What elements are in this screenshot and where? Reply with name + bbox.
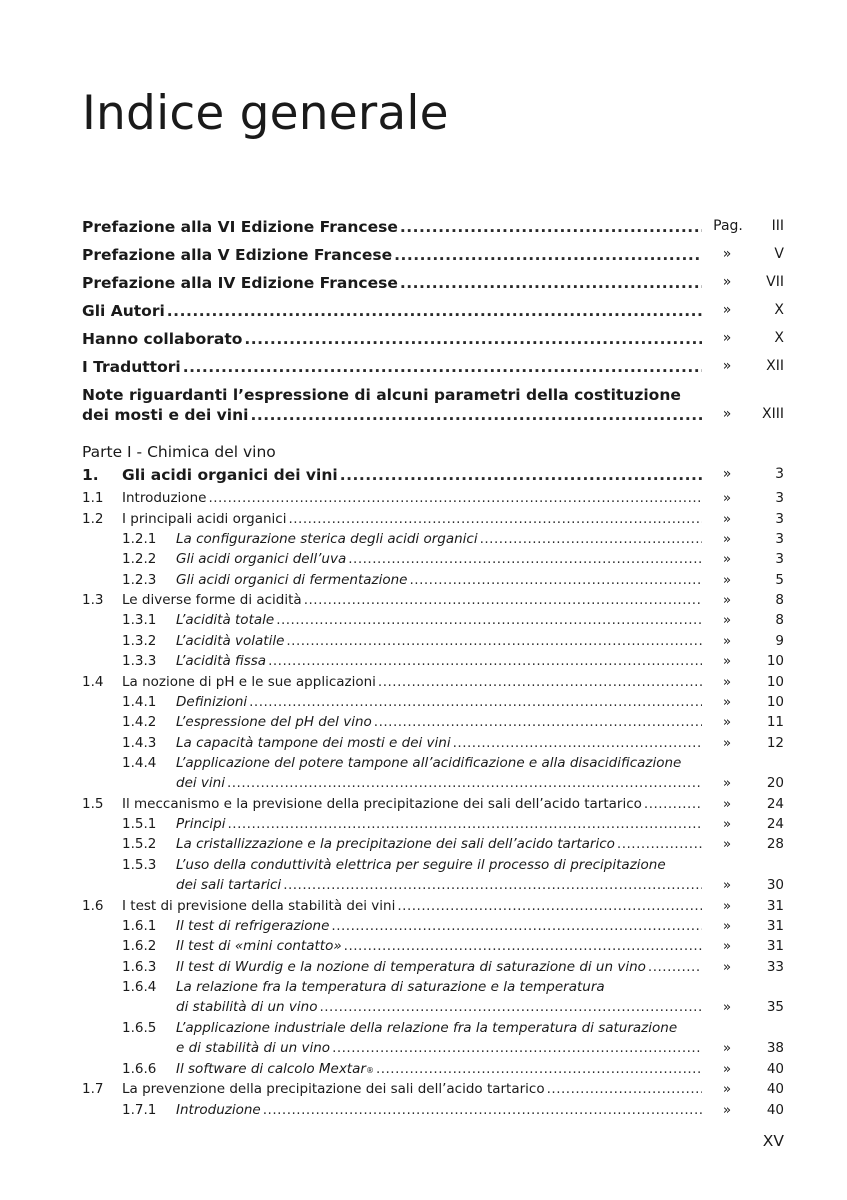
- page-prefix: »: [722, 592, 732, 608]
- entry-number: 1.2.1: [122, 531, 157, 547]
- page-prefix: »: [722, 1040, 732, 1056]
- entry-number: 1.7: [82, 1081, 104, 1097]
- entry-number: 1.6: [82, 898, 104, 914]
- entry-title: di stabilità di un vino: [176, 999, 318, 1015]
- entry-number: 1.6.6: [122, 1061, 157, 1077]
- page-ref: 35: [766, 999, 784, 1015]
- entry-title: Gli acidi organici dei vini: [122, 466, 338, 484]
- toc-entry: [0, 612, 847, 632]
- entry-number: 1.4.4: [122, 755, 157, 771]
- dot-leader: [304, 592, 702, 608]
- toc-entry: [0, 816, 847, 836]
- page-prefix: »: [722, 330, 732, 346]
- page-prefix: »: [722, 302, 732, 318]
- page-prefix: »: [722, 406, 732, 422]
- toc-entry: [0, 218, 847, 238]
- page-prefix: »: [722, 836, 732, 852]
- dot-leader: [378, 674, 702, 690]
- page-ref: 3: [775, 531, 784, 547]
- dot-leader: [286, 633, 702, 649]
- entry-title: Gli acidi organici di fermentazione: [176, 572, 408, 588]
- page-prefix: »: [722, 1081, 732, 1097]
- toc-entry: [0, 979, 847, 1015]
- toc-entry: [0, 938, 847, 958]
- toc-entry: [0, 653, 847, 673]
- toc-entry: [0, 1061, 847, 1081]
- dot-leader: [648, 959, 702, 975]
- entry-title: L’acidità volatile: [176, 633, 285, 649]
- page-ref: 24: [766, 796, 784, 812]
- toc-entry: [0, 796, 847, 816]
- dot-leader: [376, 1061, 702, 1077]
- page-prefix: »: [722, 274, 732, 290]
- dot-leader: [228, 816, 703, 832]
- dot-leader: [644, 796, 702, 812]
- entry-title: Il test di «mini contatto»: [176, 938, 342, 954]
- entry-number: 1.2.3: [122, 572, 157, 588]
- toc-entry: [0, 330, 847, 350]
- entry-title: Il test di Wurdig e la nozione di temperatura di saturazione di un vino: [176, 959, 646, 975]
- page-prefix: »: [722, 633, 732, 649]
- entry-number: 1.5.2: [122, 836, 157, 852]
- page-ref: XIII: [762, 406, 784, 422]
- page-ref: 8: [775, 612, 784, 628]
- toc-entry: [0, 551, 847, 571]
- dot-leader: [344, 938, 702, 954]
- entry-title-line: L’applicazione del potere tampone all’acidificazione e alla disacidificazione: [176, 755, 682, 771]
- toc-entry: [0, 898, 847, 918]
- page-ref: 40: [766, 1102, 784, 1118]
- toc-entry: [0, 918, 847, 938]
- entry-title-line: Note riguardanti l’espressione di alcuni parametri della costituzione: [82, 386, 681, 404]
- page-prefix: »: [722, 735, 732, 751]
- toc-entry: [0, 490, 847, 510]
- entry-title: Parte I - Chimica del vino: [82, 443, 276, 461]
- entry-title: La nozione di pH e le sue applicazioni: [122, 674, 376, 690]
- dot-leader: [244, 330, 702, 348]
- page-prefix: »: [722, 714, 732, 730]
- dot-leader: [374, 714, 702, 730]
- entry-number: 1.3.1: [122, 612, 157, 628]
- entry-title: La configurazione sterica degli acidi organici: [176, 531, 478, 547]
- entry-title: Prefazione alla IV Edizione Francese: [82, 274, 398, 292]
- dot-leader: [249, 694, 702, 710]
- page-prefix: »: [722, 816, 732, 832]
- page-ref: VII: [766, 274, 784, 290]
- page-ref: 24: [766, 816, 784, 832]
- dot-leader: [348, 551, 702, 567]
- entry-title: dei vini: [176, 775, 225, 791]
- entry-title: Gli Autori: [82, 302, 165, 320]
- dot-leader: [397, 898, 702, 914]
- entry-title: Introduzione: [122, 490, 207, 506]
- entry-title: dei mosti e dei vini: [82, 406, 249, 424]
- toc-entry: [0, 274, 847, 294]
- dot-leader: [400, 274, 702, 292]
- entry-title: Introduzione: [176, 1102, 261, 1118]
- dot-leader: [340, 466, 702, 484]
- page-ref: 31: [766, 918, 784, 934]
- entry-title: Il test di refrigerazione: [176, 918, 330, 934]
- dot-leader: [319, 999, 702, 1015]
- toc-entry: [0, 1102, 847, 1122]
- toc-entry: [0, 302, 847, 322]
- entry-title: L’espressione del pH del vino: [176, 714, 372, 730]
- entry-number: 1.7.1: [122, 1102, 157, 1118]
- entry-title: I test di previsione della stabilità dei vini: [122, 898, 396, 914]
- page-prefix: »: [722, 999, 732, 1015]
- entry-number: 1.2.2: [122, 551, 157, 567]
- dot-leader: [283, 877, 702, 893]
- entry-number: 1.4: [82, 674, 104, 690]
- toc-entry: [0, 466, 847, 486]
- dot-leader: [183, 358, 702, 376]
- dot-leader: [268, 653, 702, 669]
- page-number: XV: [762, 1132, 784, 1150]
- entry-title: Hanno collaborato: [82, 330, 243, 348]
- dot-leader: [394, 246, 702, 264]
- page-ref: V: [774, 246, 784, 262]
- dot-leader: [331, 918, 702, 934]
- entry-title: La cristallizzazione e la precipitazione dei sali dell’acido tartarico: [176, 836, 615, 852]
- page-prefix: »: [722, 1061, 732, 1077]
- entry-number: 1.3.2: [122, 633, 157, 649]
- entry-title: dei sali tartarici: [176, 877, 282, 893]
- entry-number: 1.3.3: [122, 653, 157, 669]
- page-ref: 38: [766, 1040, 784, 1056]
- entry-number: 1.: [82, 466, 99, 484]
- entry-number: 1.6.3: [122, 959, 157, 975]
- page-ref: X: [774, 302, 784, 318]
- entry-number: 1.4.1: [122, 694, 157, 710]
- entry-number: 1.4.2: [122, 714, 157, 730]
- page-prefix: »: [722, 490, 732, 506]
- dot-leader: [617, 836, 702, 852]
- entry-title: L’acidità fissa: [176, 653, 267, 669]
- entry-title: Definizioni: [176, 694, 248, 710]
- page-prefix: »: [722, 877, 732, 893]
- page-ref: 11: [766, 714, 784, 730]
- page-ref: 30: [766, 877, 784, 893]
- page-ref: 3: [775, 490, 784, 506]
- page-ref: XII: [766, 358, 784, 374]
- page-ref: 31: [766, 898, 784, 914]
- page-prefix: »: [722, 674, 732, 690]
- toc-entry: [0, 836, 847, 856]
- page-prefix: »: [722, 511, 732, 527]
- entry-number: 1.1: [82, 490, 104, 506]
- entry-title: L’acidità totale: [176, 612, 275, 628]
- entry-number: 1.5.3: [122, 857, 157, 873]
- dot-leader: [332, 1040, 702, 1056]
- page-ref: 8: [775, 592, 784, 608]
- page-prefix: »: [722, 466, 732, 482]
- toc-entry: [0, 386, 847, 424]
- dot-leader: [276, 612, 702, 628]
- page-ref: III: [771, 218, 784, 234]
- toc-entry: [0, 511, 847, 531]
- entry-number: 1.4.3: [122, 735, 157, 751]
- part-heading: [0, 443, 847, 463]
- page-prefix: »: [722, 551, 732, 567]
- page-ref: 3: [775, 466, 784, 482]
- page-ref: 10: [766, 653, 784, 669]
- toc-entry: [0, 592, 847, 612]
- entry-number: 1.5.1: [122, 816, 157, 832]
- page-ref: 10: [766, 694, 784, 710]
- entry-title-line: L’applicazione industriale della relazione fra la temperatura di saturazione: [176, 1020, 678, 1036]
- dot-leader: [453, 735, 702, 751]
- page-prefix: »: [722, 358, 732, 374]
- entry-title: La capacità tampone dei mosti e dei vini: [176, 735, 451, 751]
- entry-title: I principali acidi organici: [122, 511, 287, 527]
- toc-entry: [0, 694, 847, 714]
- page-ref: 10: [766, 674, 784, 690]
- entry-number: 1.6.1: [122, 918, 157, 934]
- entry-title: e di stabilità di un vino: [176, 1040, 331, 1056]
- entry-number: 1.5: [82, 796, 104, 812]
- toc-entry: [0, 1020, 847, 1056]
- dot-leader: [167, 302, 702, 320]
- page-prefix: »: [722, 898, 732, 914]
- toc-entry: [0, 857, 847, 893]
- page-prefix: »: [722, 572, 732, 588]
- page-prefix: »: [722, 1102, 732, 1118]
- dot-leader: [410, 572, 703, 588]
- toc-entry: [0, 633, 847, 653]
- dot-leader: [547, 1081, 702, 1097]
- entry-number: 1.6.4: [122, 979, 157, 995]
- entry-title-line: L’uso della conduttività elettrica per seguire il processo di precipitazione: [176, 857, 666, 873]
- dot-leader: [288, 511, 702, 527]
- entry-title: Le diverse forme di acidità: [122, 592, 302, 608]
- page-ref: 40: [766, 1081, 784, 1097]
- toc-entry: [0, 358, 847, 378]
- page-prefix: »: [722, 918, 732, 934]
- page-ref: 20: [766, 775, 784, 791]
- page-ref: 5: [775, 572, 784, 588]
- toc-entry: [0, 572, 847, 592]
- entry-title: Prefazione alla VI Edizione Francese: [82, 218, 398, 236]
- page-ref: 33: [766, 959, 784, 975]
- toc-entry: [0, 531, 847, 551]
- dot-leader: [227, 775, 702, 791]
- page-prefix: »: [722, 796, 732, 812]
- page-prefix: »: [722, 938, 732, 954]
- dot-leader: [263, 1102, 702, 1118]
- entry-title: Il software di calcolo Mextar: [176, 1061, 366, 1077]
- page-ref: 9: [775, 633, 784, 649]
- page-ref: 31: [766, 938, 784, 954]
- entry-title-line: La relazione fra la temperatura di saturazione e la temperatura: [176, 979, 605, 995]
- entry-number: 1.6.5: [122, 1020, 157, 1036]
- page-prefix: »: [722, 775, 732, 791]
- page-ref: 40: [766, 1061, 784, 1077]
- page-prefix: »: [722, 612, 732, 628]
- dot-leader: [208, 490, 702, 506]
- page-prefix: »: [722, 531, 732, 547]
- page-ref: 28: [766, 836, 784, 852]
- entry-number: 1.3: [82, 592, 104, 608]
- toc-entry: [0, 714, 847, 734]
- toc-entry: [0, 1081, 847, 1101]
- toc-entry: [0, 959, 847, 979]
- entry-title: Prefazione alla V Edizione Francese: [82, 246, 393, 264]
- entry-title: I Traduttori: [82, 358, 181, 376]
- entry-title: Gli acidi organici dell’uva: [176, 551, 347, 567]
- entry-number: 1.2: [82, 511, 104, 527]
- entry-title: Il meccanismo e la previsione della precipitazione dei sali dell’acido tartarico: [122, 796, 642, 812]
- page-prefix: »: [722, 246, 732, 262]
- page-prefix: Pag.: [713, 218, 743, 234]
- entry-number: 1.6.2: [122, 938, 157, 954]
- page-ref: 3: [775, 551, 784, 567]
- page-prefix: »: [722, 694, 732, 710]
- page-ref: X: [774, 330, 784, 346]
- page-ref: 3: [775, 511, 784, 527]
- toc-entry: [0, 755, 847, 791]
- page-prefix: »: [722, 653, 732, 669]
- dot-leader: [400, 218, 702, 236]
- dot-leader: [250, 406, 702, 424]
- toc-entry: [0, 735, 847, 755]
- entry-title: Principi: [176, 816, 226, 832]
- toc-entry: [0, 674, 847, 694]
- page-title: Indice generale: [82, 86, 449, 141]
- toc-entry: [0, 246, 847, 266]
- dot-leader: [480, 531, 702, 547]
- entry-title: La prevenzione della precipitazione dei sali dell’acido tartarico: [122, 1081, 545, 1097]
- registered-mark: ®: [365, 1066, 374, 1075]
- page-ref: 12: [766, 735, 784, 751]
- page-prefix: »: [722, 959, 732, 975]
